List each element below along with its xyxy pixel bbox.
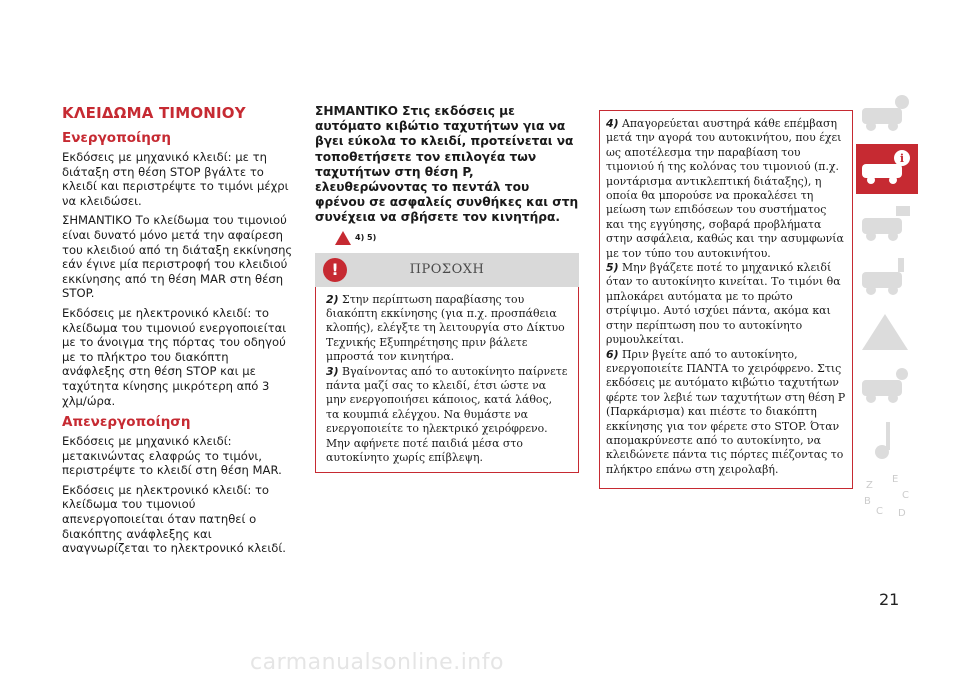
car-wrench-icon[interactable] — [856, 254, 914, 302]
svg-text:B: B — [864, 496, 871, 507]
paragraph: Εκδόσεις με ηλεκτρονικό κλειδί: το κλείδωμα του τιμονιού ενεργοποιείται με το άνοιγμα της πόρτας του οδηγού με το πλήκτρο του διακόπτη ανάφλεξης στη θέση STOP και με ταχύτητα κίνησης μικρότερη από 3 χλμ/ώρα. — [62, 305, 287, 408]
paragraph: Εκδόσεις με μηχανικό κλειδί: με τη διάταξη στη θέση STOP βγάλτε το κλειδί και περιστρέψτε το τιμόνι μέχρι να κλειδώσει. — [62, 150, 289, 208]
page-number: 21 — [879, 590, 900, 609]
note-item — [606, 348, 846, 478]
caution-box — [315, 253, 579, 473]
music-note-icon[interactable] — [856, 416, 914, 464]
note-item — [606, 261, 846, 347]
item-number: 6) — [606, 347, 619, 361]
watermark: carmanualsonline.info — [250, 650, 504, 675]
caution-title: ΠΡΟΣΟΧΗ — [409, 262, 485, 278]
section-title: ΚΛΕΙΔΩΜΑ ΤΙΜΟΝΙΟΥ — [62, 104, 246, 122]
warning-triangle-icon[interactable] — [856, 308, 914, 356]
item-text: Βγαίνοντας από το αυτοκίνητο παίρνετε πάντα μαζί σας το κλειδί, έτσι ώστε να μην ενεργοποιήσει κάποιος, κατά λάθος, τα κουμπιά ελέγχου. Να θυμάστε να ενεργοποιείτε το ηλεκτρικό χειρόφρενο. Μην αφήνετε ποτέ παιδιά μέσα στο αυτοκίνητο χωρίς επίβλεψη. — [326, 364, 568, 465]
caution-header — [315, 253, 579, 287]
column-middle — [315, 104, 579, 473]
subheading-deactivation: Απενεργοποίηση — [62, 414, 191, 431]
caution-body — [315, 287, 579, 473]
alphabet-index-icon[interactable] — [856, 470, 914, 518]
svg-text:D: D — [898, 508, 906, 518]
svg-text:Z: Z — [866, 480, 873, 491]
svg-text:E: E — [892, 474, 899, 485]
paragraph: Εκδόσεις με ηλεκτρονικό κλειδί: το κλείδωμα του τιμονιού απενεργοποιείται όταν πατηθεί ο διακόπτης ανάφλεξης και αναγνωρίζεται το ηλεκτρονικό κλειδί. — [62, 482, 286, 556]
item-number: 4) — [606, 117, 619, 130]
item-text: Μην βγάζετε ποτέ το μηχανικό κλειδί όταν το αυτοκίνητο κινείται. Το τιμόνι θα μπλοκάρει αυτόματα με το πρώτο στρίψιμο. Αυτό ισχύει πάντα, ακόμα και στην περίπτωση που το αυτοκίνητο ρυμουλκείται. — [606, 261, 841, 347]
item-text: Στην περίπτωση παραβίασης του διακόπτη εκκίνησης (για π.χ. προσπάθεια κλοπής), ελέγξτε τη λειτουργία στο Δίκτυο Τεχνικής Εξυπηρέτησης πριν βάλετε μπροστά τον κινητήρα. — [326, 292, 565, 364]
warning-triangle-icon — [335, 231, 351, 245]
note-item — [606, 117, 846, 261]
item-number: 5) — [606, 261, 619, 275]
caution-item — [326, 365, 568, 466]
svg-text:C: C — [902, 490, 909, 501]
reference-numbers: 4) 5) — [355, 233, 377, 243]
item-text: Πριν βγείτε από το αυτοκίνητο, ενεργοποιείτε ΠΑΝΤΑ το χειρόφρενο. Στις εκδόσεις με αυτόματο κιβώτιο ταχυτήτων φέρτε τον λεβιέ των ταχυτήτων στη θέση P (Παρκάρισμα) και πιέστε το διακόπτη εκκίνησης για τον φέρετε στο STOP. Όταν απομακρύνεστε από το αυτοκίνητο, να κλειδώνετε πάντα τις πόρτες πιέζοντας το πλήκτρο επάνω στη χειρολαβή. — [606, 347, 846, 476]
top-bar — [0, 0, 960, 48]
subheading-activation: Ενεργοποίηση — [62, 130, 172, 146]
column-left — [62, 104, 294, 561]
car-tools-icon[interactable] — [856, 200, 914, 248]
paragraph-important: ΣΗΜΑΝΤΙΚΟ Το κλείδωμα του τιμονιού είναι δυνατό μόνο μετά την αφαίρεση του κλειδιού από τη διάταξη εκκίνησης εάν έγινε μία περιστροφή του κλειδιού εκκίνησης από τη θέση MAR στη θέση STOP. — [62, 213, 293, 301]
notes-box — [599, 110, 853, 489]
item-text: Απαγορεύεται αυστηρά κάθε επέμβαση μετά την αγορά του αυτοκινήτου, που έχει ως αποτέλεσμα την παραβίαση του τιμονιού ή της κολόνας του τιμονιού (π.χ. μοντάρισμα αντικλεπτική διάταξης), η οποία θα μπορούσε να προκαλέσει τη μείωση των επιδόσεων του συστήματος και της εγγύησης, σοβαρά προβλήματα στην ασφάλεια, καθώς και την ασυμφωνία με τον τύπο του αυτοκινήτου. — [606, 117, 844, 260]
car-service-icon[interactable] — [856, 362, 914, 410]
item-number: 3) — [326, 364, 339, 378]
car-knowledge-icon[interactable] — [856, 144, 918, 194]
warning-icon: ! — [323, 258, 347, 282]
car-info-icon[interactable] — [856, 90, 914, 138]
item-number: 2) — [326, 292, 339, 306]
svg-text:C: C — [876, 506, 883, 517]
caution-item — [326, 293, 568, 365]
paragraph: Εκδόσεις με μηχανικό κλειδί: μετακινώντας ελαφρώς το τιμόνι, περιστρέψτε το κλειδί στη θέση MAR. — [62, 434, 282, 478]
warning-references — [335, 231, 579, 245]
paragraph-important: ΣΗΜΑΝΤΙΚΟ Στις εκδόσεις με αυτόματο κιβώτιο ταχυτήτων για να βγει εύκολα το κλειδί, προτείνεται να τοποθετήσετε τον επιλογέα των ταχυτήτων στη θέση P, ελευθερώνοντας το πεντάλ του φρένου σε ασφαλείς συνθήκες και στη συνέχεια να σβήσετε τον κινητήρα. — [315, 104, 579, 225]
chapter-sidebar — [856, 90, 918, 524]
svg-text:i: i — [899, 152, 905, 165]
